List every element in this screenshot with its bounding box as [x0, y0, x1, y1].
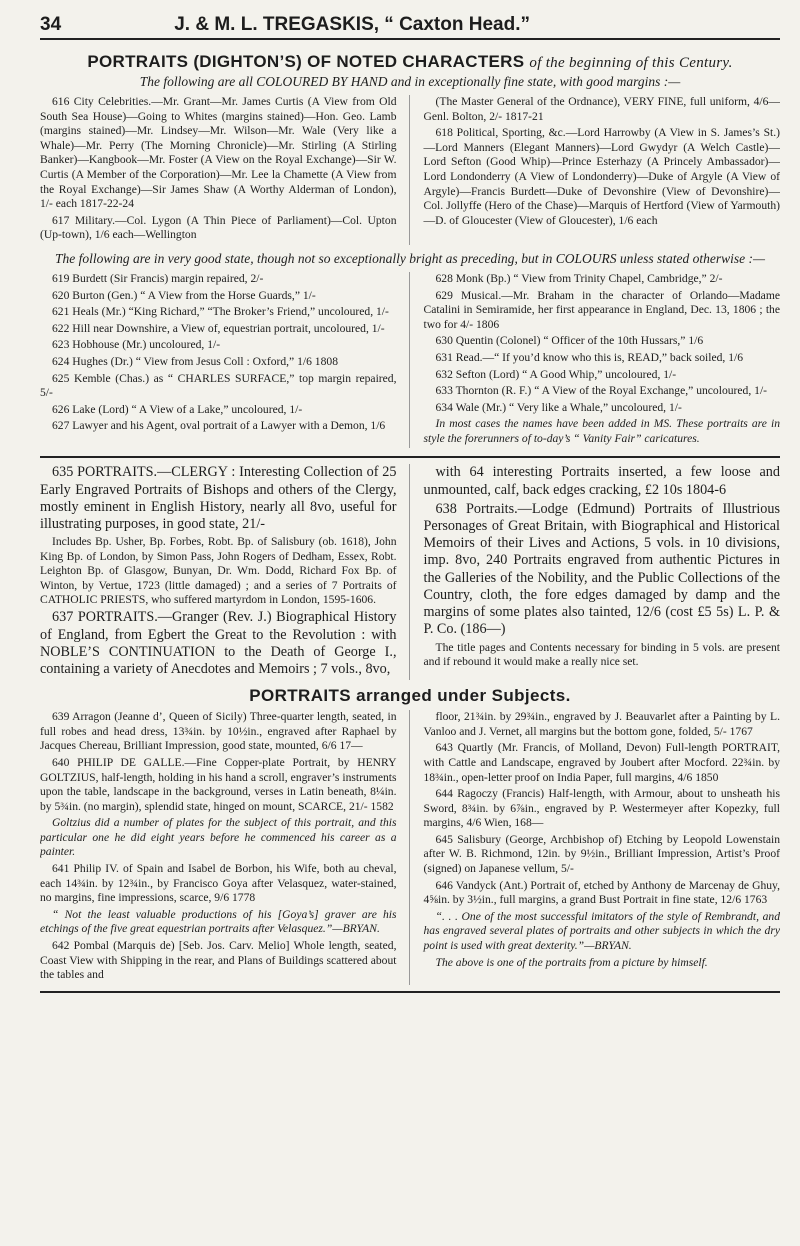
section-intro: The following are all COLOURED BY HAND and in exceptionally fine state, with good margins :— [139, 74, 681, 89]
catalogue-entry: 625 Kemble (Chas.) as “ CHARLES SURFACE,” top margin repaired, 5/- [40, 371, 397, 400]
catalogue-entry: 635 PORTRAITS.—CLERGY : Interesting Collection of 25 Early Engraved Portraits of Bishops and others of the Clergy, mostly eminent in English History, nearly all 8vo, useful for illustrating purposes, in good state, 21/- [40, 464, 397, 533]
catalogue-entry: 642 Pombal (Marquis de) [Seb. Jos. Carv. Melio] Whole length, seated, Coast View with Shipping in the rear, and Plans of Buildings scattered about the tables and [40, 939, 397, 982]
catalogue-entry: 639 Arragon (Jeanne d’, Queen of Sicily) Three-quarter length, seated, in full robes and head dress, 13¾in. by 10½in., engraved after Raphael by Jacques Chereau, Brilliant Impression, good state, mounted, 6/6 17— [40, 710, 397, 753]
catalogue-entry: with 64 interesting Portraits inserted, a few loose and unmounted, calf, back edges cracking, £2 10s 1804-6 [423, 464, 780, 498]
bottom-divider [40, 991, 780, 993]
catalogue-entry: floor, 21¾in. by 29¾in., engraved by J. Beauvarlet after a Painting by L. Vanloo and J. Vernet, all margins but the bottom gone, folded, 5/- 1767 [423, 710, 780, 738]
right-column [424, 95, 781, 245]
catalogue-entry: 624 Hughes (Dr.) “ View from Jesus Coll : Oxford,” 1/6 1808 [52, 354, 338, 368]
section-intro: The following are in very good state, though not so exceptionally bright as preceding, but in COLOURS unless stated otherwise :— [55, 250, 765, 266]
catalogue-entry: 629 Musical.—Mr. Braham in the character of Orlando—Madame Catalini in Semiramide, her first appearance in England, Dec. 13, 1806 ; the two for 4/- 1806 [423, 288, 780, 331]
catalogue-entry: (The Master General of the Ordnance), VERY FINE, full uniform, 4/6—Genl. Bolton, 2/- 1817-21 [423, 95, 780, 123]
catalogue-entry: 646 Vandyck (Ant.) Portrait of, etched by Anthony de Marcenay de Ghuy, 4⅝in. by 3½in., full margins, a grand Bust Portrait in fine state, 12/6 1763 [423, 878, 780, 907]
catalogue-entry: 622 Hill near Downshire, a View of, equestrian portrait, uncoloured, 1/- [52, 321, 385, 335]
catalogue-entry: 627 Lawyer and his Agent, oval portrait of a Lawyer with a Demon, 1/6 [52, 419, 386, 433]
catalogue-entry: 617 Military.—Col. Lygon (A Thin Piece of Parliament)—Col. Upton (Up-town), 1/6 each—Wellington [40, 213, 397, 242]
catalogue-note: “. . . One of the most successful imitators of the style of Rembrandt, and has engraved several plates of portraits and other subjects in which the dry point is used with great dexterity.”—BRYAN. [423, 909, 780, 953]
catalogue-entry: 628 Monk (Bp.) “ View from Trinity Chapel, Cambridge,” 2/- [435, 271, 723, 285]
catalogue-entry: 623 Hobhouse (Mr.) uncoloured, 1/- [52, 338, 221, 352]
catalogue-entry: 630 Quentin (Colonel) “ Officer of the 10th Hussars,” 1/6 [435, 334, 704, 348]
catalogue-note: In most cases the names have been added in MS. These portraits are in style the forerunners of to-day’s “ Vanity Fair” caricatures. [423, 417, 780, 445]
right-column [424, 464, 781, 680]
catalogue-note: The title pages and Contents necessary for binding in 5 vols. are present and if rebound it would make a really nice set. [423, 640, 780, 668]
right-column [424, 710, 781, 985]
heading-tail: of the beginning of this Century. [529, 55, 733, 71]
catalogue-page [40, 14, 780, 1204]
catalogue-entry: 621 Heals (Mr.) “King Richard,” “The Broker’s Friend,” uncoloured, 1/- [52, 305, 389, 319]
section-heading-subjects: PORTRAITS arranged under Subjects. [249, 686, 571, 706]
left-column [40, 710, 410, 985]
catalogue-entry: 634 Wale (Mr.) “ Very like a Whale,” uncoloured, 1/- [435, 400, 682, 414]
two-column-block [40, 710, 780, 985]
catalogue-entry: 620 Burton (Gen.) “ A View from the Horse Guards,” 1/- [52, 288, 316, 302]
two-column-block [40, 272, 780, 449]
two-column-block [40, 464, 780, 680]
catalogue-entry: 641 Philip IV. of Spain and Isabel de Borbon, his Wife, both au cheval, each 14¾in. by 12¾in., by Francisco Goya after Velasquez, water-stained, no margins, fine impressions, scarce, 9/6 1778 [40, 862, 397, 905]
right-column [424, 272, 781, 449]
catalogue-entry: 640 PHILIP DE GALLE.—Fine Copper-plate Portrait, by HENRY GOLTZIUS, half-length, holding in his hand a scroll, engraver’s instruments upon the table, landscape in the background, verses in Latin beneath, 8¼in. by 5¾in. (no margin), splendid state, hinged on mount, SCARCE, 21/- 1582 [40, 755, 397, 813]
left-column [40, 464, 410, 680]
catalogue-entry: 631 Read.—“ If you’d know who this is, READ,” back soiled, 1/6 [435, 350, 744, 364]
catalogue-entry: 638 Portraits.—Lodge (Edmund) Portraits of Illustrious Personages of Great Britain, with Biographical and Historical Memoirs of their Lives and Actions, 5 vols. in 10 divisions, imp. 8vo, 240 Portraits engraved from authentic Pictures in the Galleries of the Nobility, and the Public Collections of the Country, cloth, the fore edges damaged by damp and the margins of some plates also tainted, 12/6 (cost £5 5s) L. P. & P. Co. (186—) [423, 500, 780, 638]
catalogue-entry: 619 Burdett (Sir Francis) margin repaired, 2/- [52, 271, 264, 285]
catalogue-entry: 618 Political, Sporting, &c.—Lord Harrowby (A View in S. James’s St.)—Lord Manners (Elegant Manners)—Lord Gwydyr (A Welch Castle)—Lord Sefton (Good Whip)—Prince Esterhazy (A Princely Ambassador)—Lord Londonderry (A View of Londonderry)—Duke of Argyle (A View of Argyle)—Francis Burdett—Duke of Devonshire (View of Devonshire)—Col. Jollyffe (Hero of the Chase)—Marquis of Hertford (View of Yarmouth)—D. of Gloucester (View of Gloucester), 1/6 each [423, 126, 780, 227]
left-column [40, 95, 410, 245]
page-number: 34 [40, 14, 62, 35]
catalogue-entry: 633 Thornton (R. F.) “ A View of the Royal Exchange,” uncoloured, 1/- [435, 384, 768, 398]
section-heading-dighton [40, 52, 780, 72]
catalogue-entry: 645 Salisbury (George, Archbishop of) Etching by Leopold Lowenstain after W. B. Richmond, 12in. by 9½in., Brilliant Impression, Artist’s Proof (signed) on Japanese vellum, 5/- [423, 832, 780, 876]
catalogue-note: Goltzius did a number of plates for the subject of this portrait, and this particular one he did eight years before he commenced his career as a painter. [40, 816, 397, 859]
catalogue-entry: 643 Quartly (Mr. Francis, of Molland, Devon) Full-length PORTRAIT, with Cattle and Landscape, engraved by Joubert after Mocford. 22¾in. by 18¾in., open-letter proof on India Paper, full margins, 4/6 1850 [423, 741, 780, 784]
running-title: J. & M. L. TREGASKIS, “ Caxton Head.” [174, 14, 530, 35]
two-column-block [40, 95, 780, 245]
catalogue-entry: 626 Lake (Lord) “ A View of a Lake,” uncoloured, 1/- [52, 402, 303, 416]
catalogue-note: “ Not the least valuable productions of his [Goya’s] graver are his etchings of the five great equestrian portraits after Velasquez.”—BRYAN. [40, 907, 397, 936]
left-column [40, 272, 410, 449]
catalogue-entry: 637 PORTRAITS.—Granger (Rev. J.) Biographical History of England, from Egbert the Great to the Revolution : with NOBLE’S CONTINUATION to the Death of George I., containing a variety of Anecdotes and Memoirs ; 7 vols., 8vo, [40, 609, 397, 677]
heading-main: PORTRAITS (DIGHTON’S) OF NOTED CHARACTERS [87, 52, 525, 71]
catalogue-entry: 632 Sefton (Lord) “ A Good Whip,” uncoloured, 1/- [435, 367, 677, 381]
catalogue-note: The above is one of the portraits from a picture by himself. [435, 955, 708, 969]
page-header [40, 14, 780, 40]
section-divider [40, 456, 780, 458]
catalogue-entry: 616 City Celebrities.—Mr. Grant—Mr. James Curtis (A View from Old South Sea House)—Going to Whites (margins stained)—Hon. Geo. Lamb (margins stained)—Mr. Lindsey—Mr. Wilson—Mr. Wale (Very like a Whale)—Mr. Perry (The Morning Chronicle)—Mr. Stirling (A Stirling Banker)—Kangbook—Mr. Foster (A View on the Royal Exchange)—Sir W. Curtis (A Member of the Corporation)—Mr. Lee la Chamette (A View from the Royal Exchange)—Sir James Shaw (A Worthy Alderman of London), 1/- each 1817-22-24 [40, 95, 397, 211]
catalogue-note: Includes Bp. Usher, Bp. Forbes, Robt. Bp. of Salisbury (ob. 1618), John King Bp. of London, by Simon Pass, John Rogers of Dedham, Essex, Robt. Leighton Bp. of Glasgow, Bunyan, Dr. Wm. Dodd, Richard Fox Bp. of Winton, by Vertue, 1723 (little damaged) ; and a series of 7 Portraits of CATHOLIC PRIESTS, who suffered martyrdom in London, 1595-1606. [40, 535, 397, 606]
catalogue-entry: 644 Ragoczy (Francis) Half-length, with Armour, about to unsheath his Sword, 8¾in. by 6⅞in., engraved by P. Westermeyer after Kopezky, full margins, 4/6 Wien, 168— [423, 787, 780, 830]
